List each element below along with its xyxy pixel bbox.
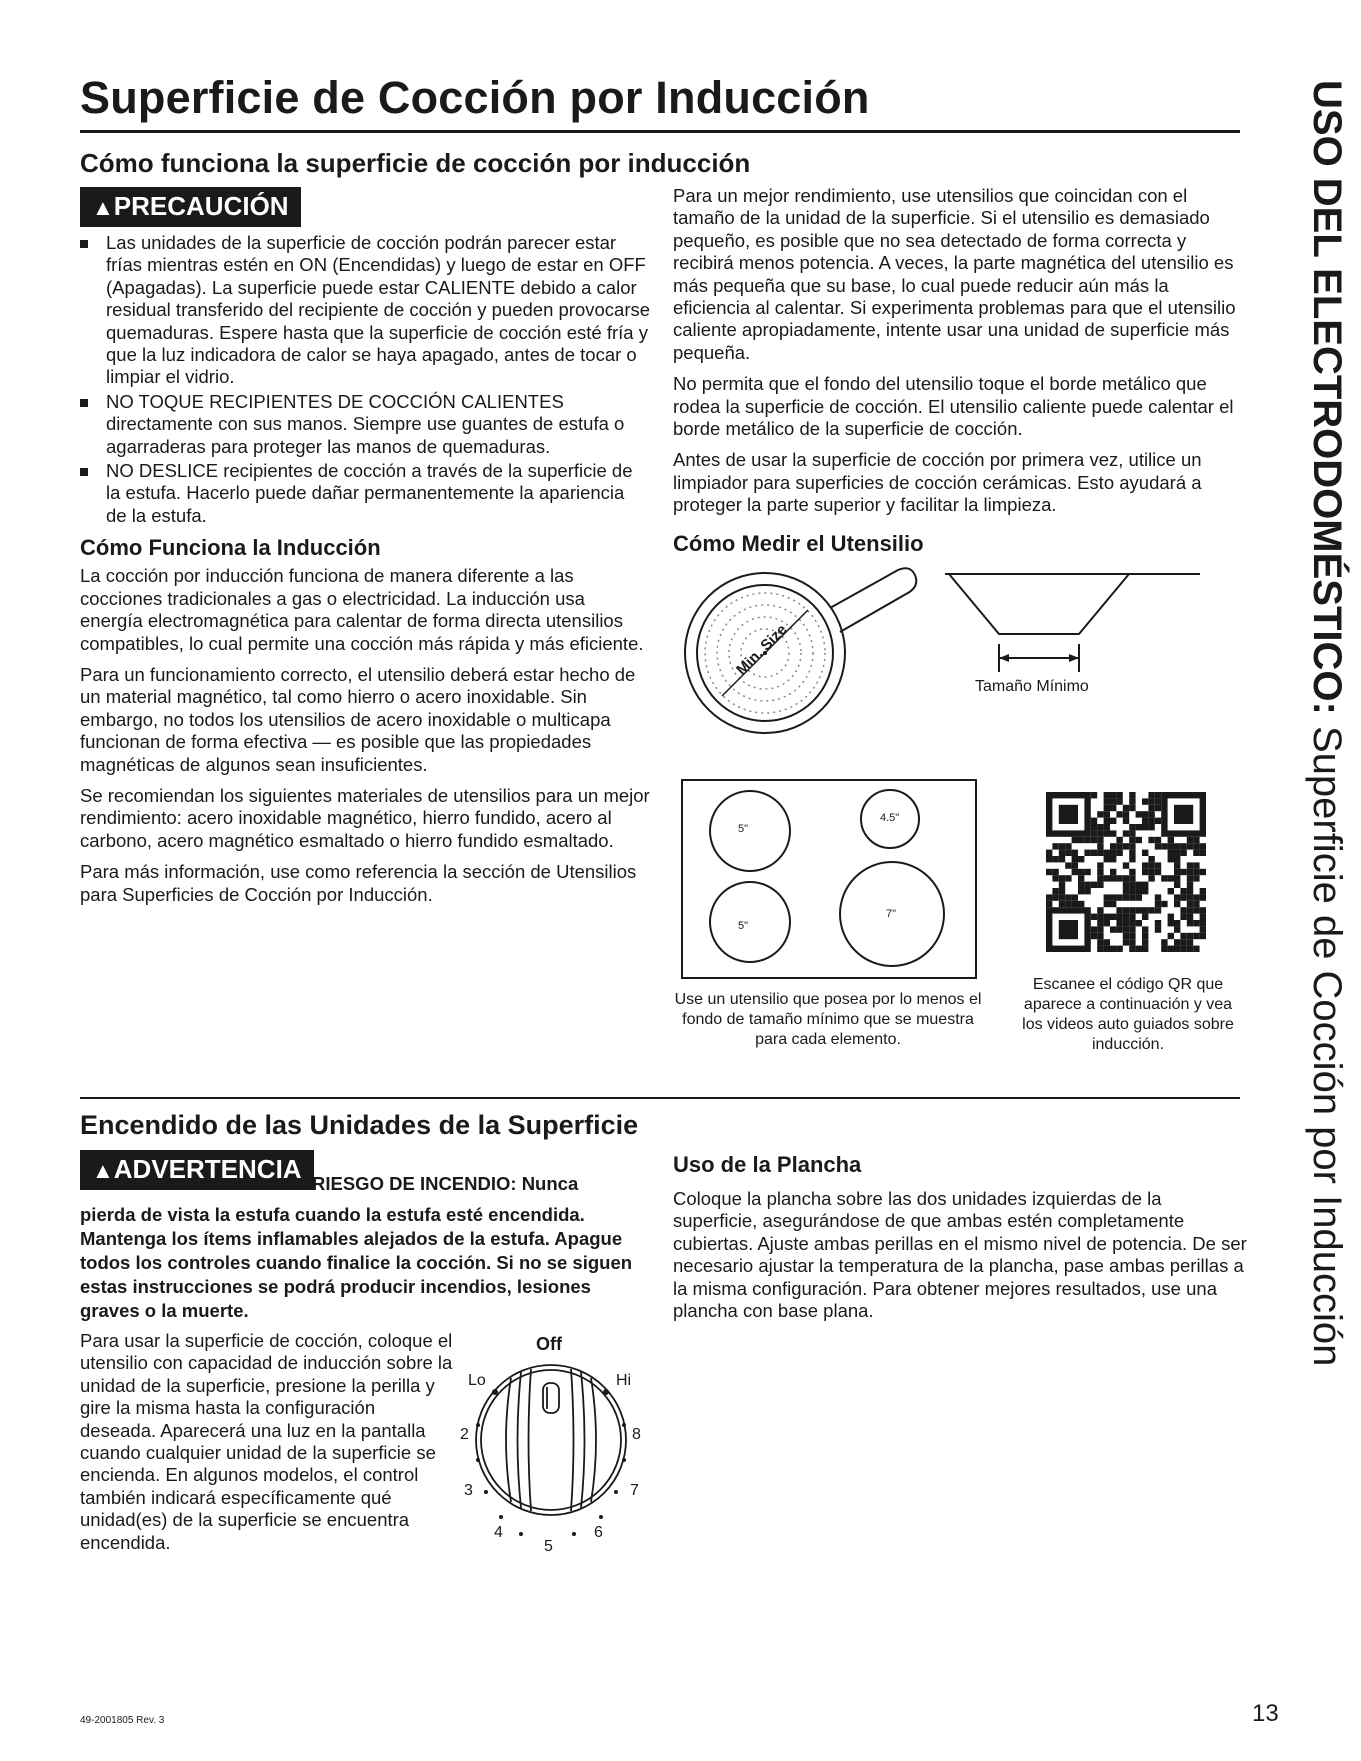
paragraph: Coloque la plancha sobre las dos unidades izquierdas de la superficie, asegurándose de que ambas estén completamente cubiertas. Ajuste ambas perillas en el mismo nivel de potencia. De ser necesario ajustar la temperatura de la plancha, pase ambas perillas a la misma configuración. Para obtener mejores resultados, use una plancha con base plana. — [673, 1188, 1247, 1322]
knob-setting-label: 7 — [630, 1482, 639, 1499]
section-heading-surface-units: Encendido de las Unidades de la Superficie — [80, 1110, 639, 1140]
burner-size-label: 4.5" — [880, 812, 900, 824]
knob-setting-label: 6 — [594, 1524, 603, 1541]
how-induction-heading: Cómo Funciona la Inducción — [80, 535, 381, 561]
sidebar-text: USO DEL ELECTRODOMÉSTICO: Superficie de Cocción por Inducción — [1305, 80, 1349, 1367]
griddle-heading: Uso de la Plancha — [673, 1152, 862, 1177]
cooktop-diagram — [680, 778, 980, 982]
knob-setting-label: 4 — [494, 1524, 503, 1541]
page-number: 13 — [1252, 1700, 1279, 1727]
page-title: Superficie de Cocción por Inducción — [80, 72, 870, 123]
bullet-icon — [80, 468, 88, 476]
pan-diagram — [680, 560, 940, 740]
paragraph: Para usar la superficie de cocción, coloque el utensilio con capacidad de inducción sobre la unidad de la superficie, presione la perilla y gire la misma hasta la configuración deseada. Aparecerá una luz en la pantalla cuando cualquier unidad de la superficie se encienda. En algunos modelos, el control también indicará específicamente qué unidad(es) de la superficie se encuentra encendida. — [80, 1330, 453, 1553]
burner-size-label: 7" — [886, 908, 897, 920]
qr-caption: Escanee el código QR que aparece a continuación y vea los videos auto guiados sobre inducción. — [1022, 976, 1234, 1053]
caution-label: PRECAUCIÓN — [113, 191, 289, 221]
list-item: NO DESLICE recipientes de cocción a través de la superficie de la estufa. Hacerlo puede dañar permanentemente la apariencia de la estufa. — [80, 460, 650, 527]
title-rule — [80, 130, 1240, 133]
list-item: NO TOQUE RECIPIENTES DE COCCIÓN CALIENTES directamente con sus manos. Siempre use guantes de estufa o agarraderas para proteger las manos de quemaduras. — [80, 391, 650, 458]
warning-triangle-icon: ▲ — [92, 1158, 114, 1183]
paragraph: Se recomiendan los siguientes materiales de utensilios para un mejor rendimiento: acero inoxidable magnético, hierro fundido, acero al carbono, acero magnético esmaltado o hierro fundido esmaltado. — [80, 784, 650, 851]
cooktop-caption: Use un utensilio que posea por lo menos el fondo de tamaño mínimo que se muestra para cada elemento. — [674, 991, 982, 1048]
paragraph: Para un funcionamiento correcto, el utensilio deberá estar hecho de un material magnético, tal como hierro o acero inoxidable. Sin embargo, no todos los utensilios de acero inoxidable o multicapa funcionan de forma efectiva — es posible que las propiedades magnéticas de algunos sean insuficientes. — [80, 663, 636, 775]
sidebar-tab — [1305, 80, 1349, 1500]
knob-off-label: Off — [536, 1334, 562, 1354]
knob-setting-label: 2 — [460, 1426, 469, 1443]
use-surface-text — [80, 1330, 455, 1563]
burner-size-label: 5" — [738, 823, 749, 835]
paragraph: Antes de usar la superficie de cocción por primera vez, utilice un limpiador para superficies de cocción cerámicas. Esto ayudará a proteger la parte superior y facilitar la limpieza. — [673, 449, 1202, 516]
bullet-icon — [80, 399, 88, 407]
bullet-icon — [80, 240, 88, 248]
list-item: Las unidades de la superficie de cocción podrán parecer estar frías mientras estén en ON (Encendidas) y luego de estar en OFF (Apagadas). La superficie puede estar CALIENTE debido a calor residual transferido del recipiente de cocción y pueden provocarse quemaduras. Espere hasta que la superficie de cocción esté fría y que la luz indicadora de calor se haya apagado, antes de tocar o limpiar el vidrio. — [80, 232, 650, 389]
knob-setting-label: 8 — [632, 1426, 641, 1443]
burner-size-label: 5" — [738, 920, 749, 932]
warning-block — [80, 1150, 640, 1323]
warning-badge — [80, 1150, 314, 1190]
caution-list — [80, 232, 650, 527]
caution-badge — [80, 187, 301, 227]
paragraph: Para un mejor rendimiento, use utensilios que coincidan con el tamaño de la unidad de la superficie. Si el utensilio es demasiado pequeño, es posible que no sea detectado de forma correcta y recibirá menos potencia. A veces, la parte magnética del utensilio es más pequeña que su base, lo cual puede reducir aún más la eficiencia al calentar. Si experimenta problemas para que el utensilio caliente apropiadamente, intente usar una unidad de superficie más pequeña. — [673, 185, 1236, 363]
warning-triangle-icon: ▲ — [92, 195, 114, 220]
knob-setting-label: 5 — [544, 1538, 553, 1555]
knob-setting-label: 3 — [464, 1482, 473, 1499]
measure-heading: Cómo Medir el Utensilio — [673, 530, 924, 556]
paragraph: No permita que el fondo del utensilio toque el borde metálico que rodea la superficie de cocción. El utensilio caliente puede calentar el borde metálico de la superficie de cocción. — [673, 373, 1234, 440]
griddle-section — [673, 1152, 1248, 1331]
min-size-label: Tamaño Mínimo — [975, 678, 1089, 695]
qr-code-icon — [1046, 792, 1206, 952]
section-heading-how-it-works: Cómo funciona la superficie de cocción por inducción — [80, 148, 751, 178]
knob-icon — [456, 1330, 656, 1560]
knob-lo-label: Lo — [468, 1372, 486, 1389]
warning-label: ADVERTENCIA — [113, 1154, 302, 1184]
paragraph: Para más información, use como referencia la sección de Utensilios para Superficies de Cocción por Inducción. — [80, 861, 637, 905]
paragraph: La cocción por inducción funciona de manera diferente a las cocciones tradicionales a gas o electricidad. La inducción usa energía electromagnética para calentar de forma directa utensilios compatibles, lo cual permite una cocción más rápida y más eficiente. — [80, 565, 644, 654]
knob-hi-label: Hi — [616, 1372, 632, 1389]
warning-text: pierda de vista la estufa cuando la estufa esté encendida. Mantenga los ítems inflamables alejados de la estufa. Apague todos los controles cuando finalice la cocción. Si no se siguen estas instrucciones se podrá producir incendios, lesiones graves o la muerte. — [80, 1204, 633, 1321]
control-knob-diagram — [456, 1330, 656, 1560]
bowl-diagram — [945, 568, 1205, 683]
right-column — [673, 185, 1248, 557]
warning-risk: RIESGO DE INCENDIO: Nunca — [312, 1173, 579, 1194]
section-rule — [80, 1097, 1240, 1099]
document-number: 49-2001805 Rev. 3 — [80, 1715, 165, 1726]
pan-size-label: Min. Size — [733, 621, 791, 679]
left-column — [80, 232, 650, 915]
